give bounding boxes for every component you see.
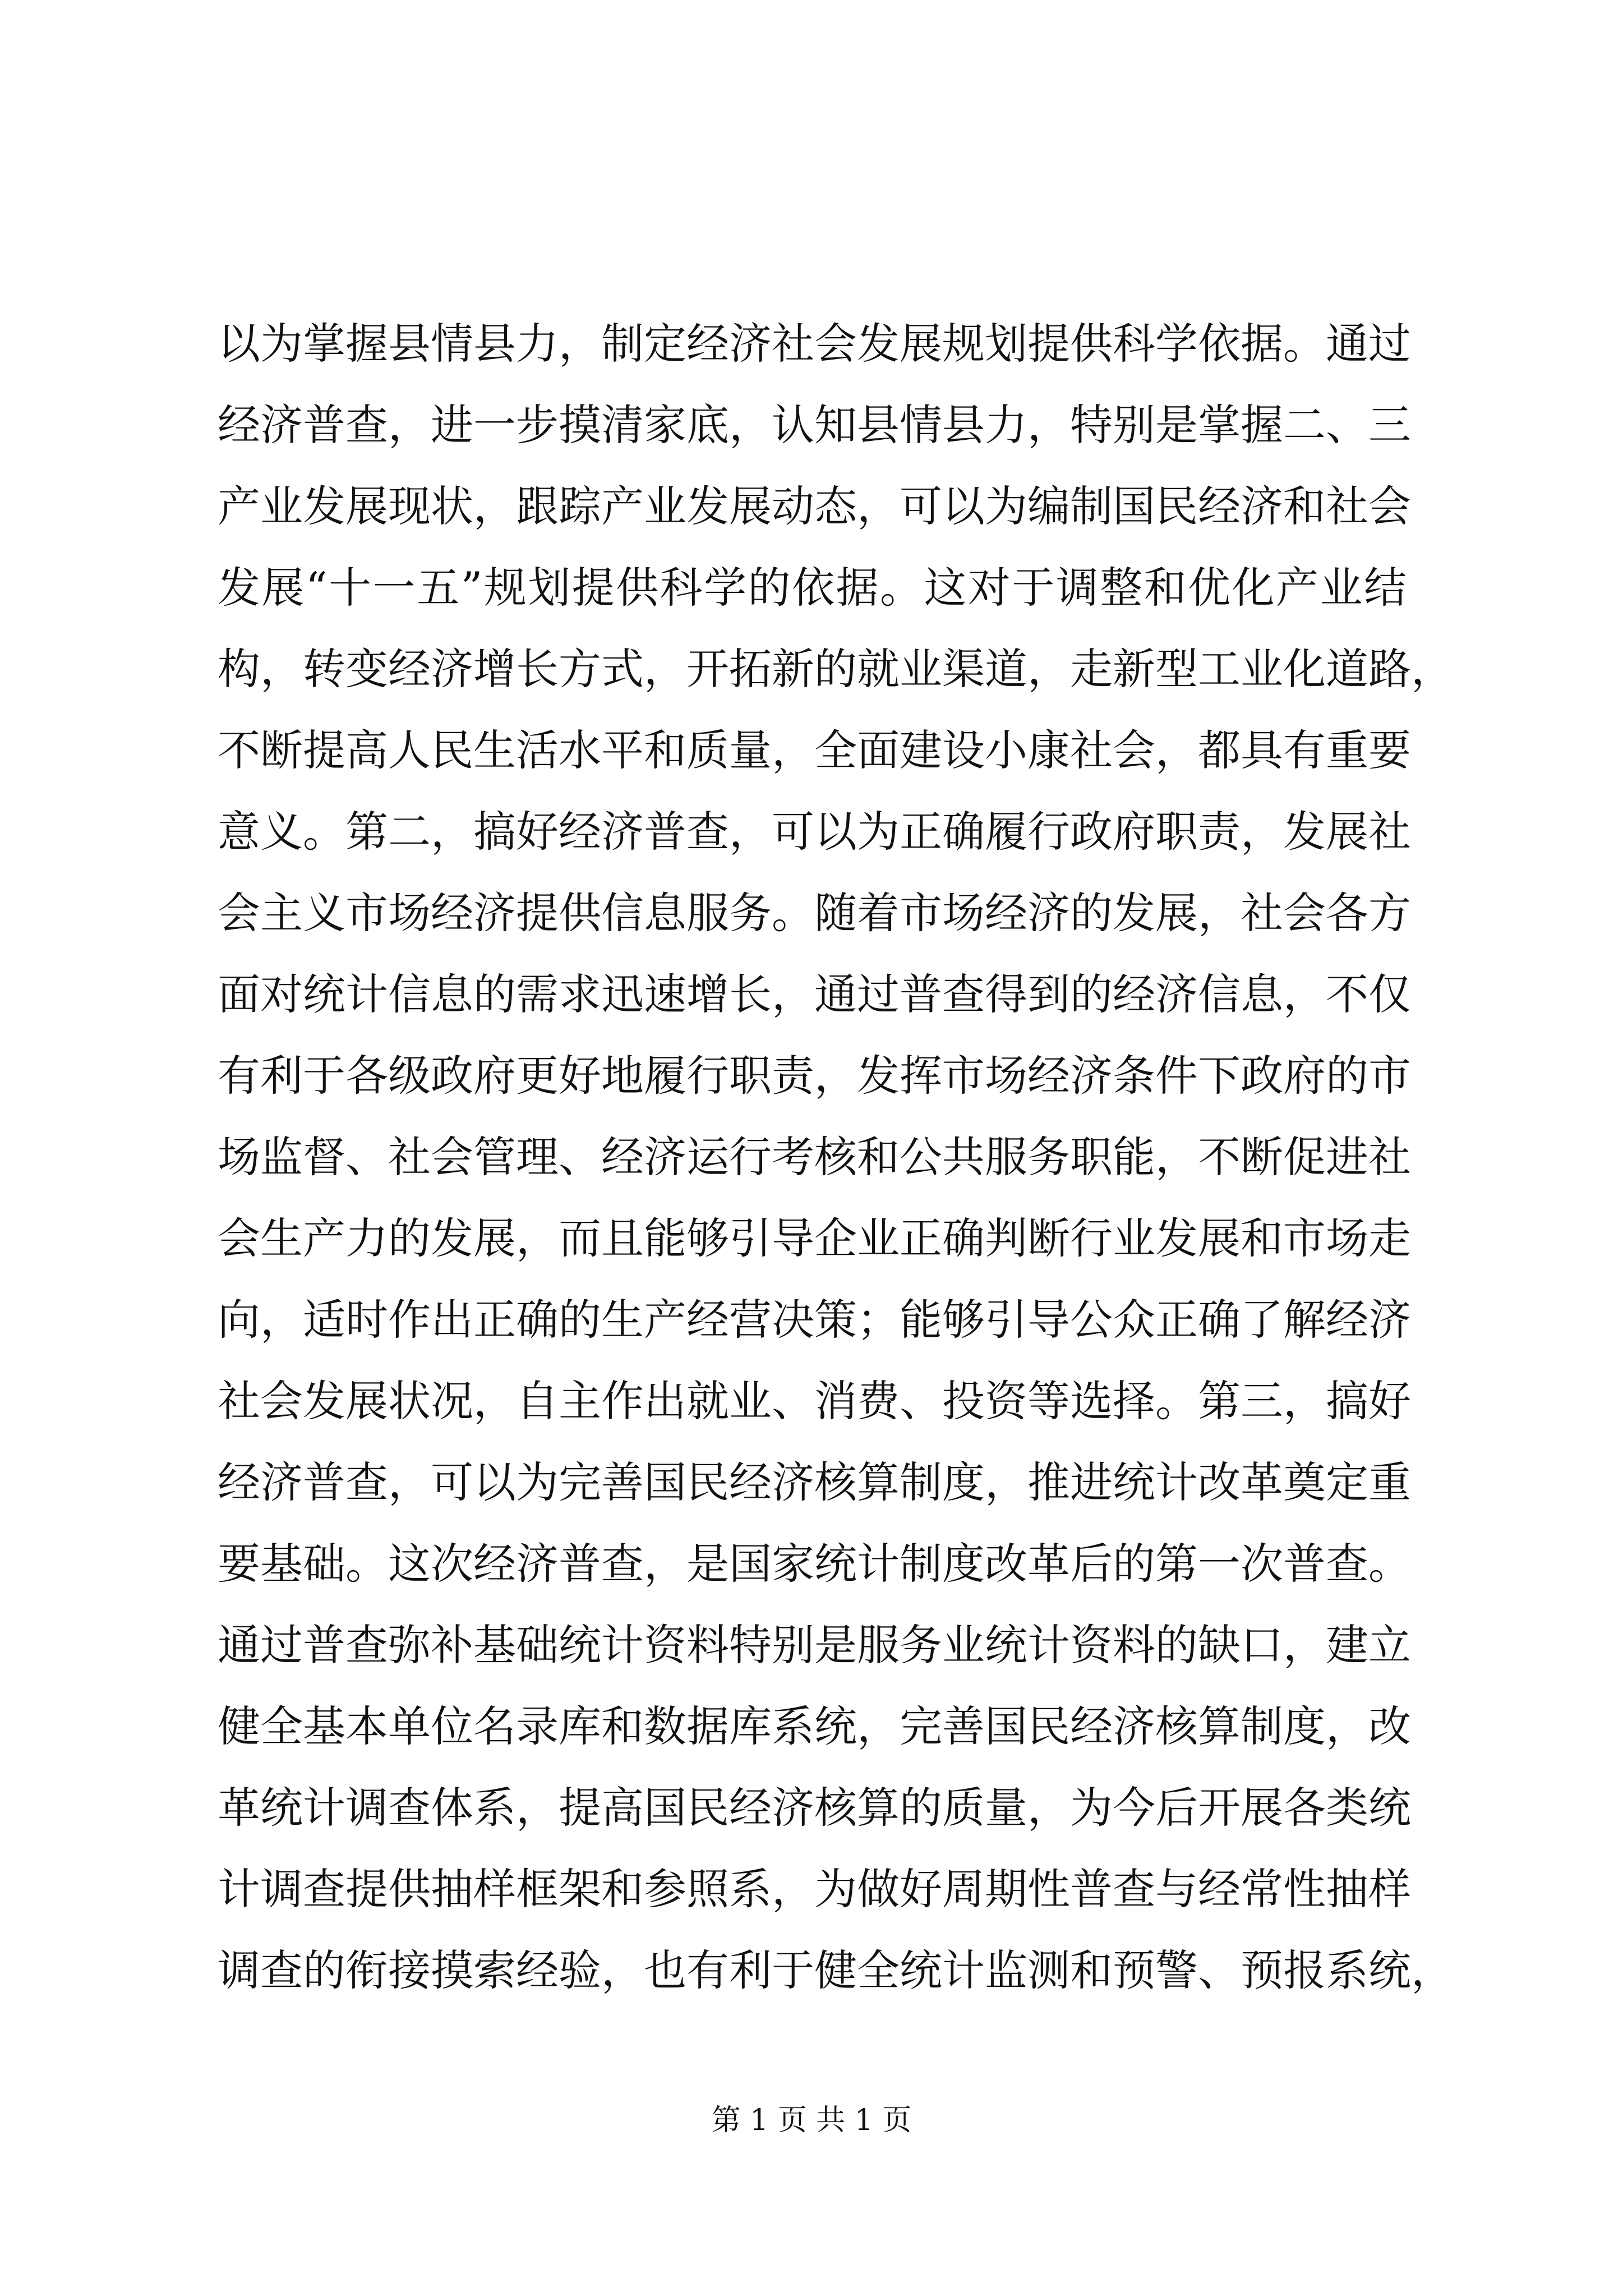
text-line: 革统计调查体系，提高国民经济核算的质量，为今后开展各类统	[218, 1783, 1411, 1833]
body-text	[218, 303, 1454, 2011]
text-line: 以为掌握县情县力，制定经济社会发展规划提供科学依据。通过	[218, 319, 1411, 369]
text-line: 要基础。这次经济普查，是国家统计制度改革后的第一次普查。	[218, 1539, 1411, 1589]
text-line: 发展“十一五”规划提供科学的依据。这对于调整和优化产业结	[218, 563, 1407, 613]
text-line: 向，适时作出正确的生产经营决策；能够引导公众正确了解经济	[218, 1295, 1411, 1345]
text-line: 调查的衔接摸索经验，也有利于健全统计监测和预警、预报系统，	[218, 1945, 1454, 1995]
text-line: 产业发展现状，跟踪产业发展动态，可以为编制国民经济和社会	[218, 481, 1411, 531]
text-line: 健全基本单位名录库和数据库系统，完善国民经济核算制度，改	[218, 1701, 1411, 1751]
text-line: 不断提高人民生活水平和质量，全面建设小康社会，都具有重要	[218, 725, 1411, 775]
text-line: 经济普查，进一步摸清家底，认知县情县力，特别是掌握二、三	[218, 400, 1411, 450]
text-line: 社会发展状况，自主作出就业、消费、投资等选择。第三，搞好	[218, 1376, 1411, 1426]
text-line: 计调查提供抽样框架和参照系，为做好周期性普查与经常性抽样	[218, 1864, 1411, 1914]
page-footer: 第 1 页 共 1 页	[711, 2104, 912, 2137]
text-line: 会生产力的发展，而且能够引导企业正确判断行业发展和市场走	[218, 1213, 1411, 1263]
text-line: 经济普查，可以为完善国民经济核算制度，推进统计改革奠定重	[218, 1457, 1411, 1507]
text-line: 场监督、社会管理、经济运行考核和公共服务职能，不断促进社	[218, 1132, 1411, 1182]
text-line: 有利于各级政府更好地履行职责，发挥市场经济条件下政府的市	[218, 1051, 1411, 1101]
text-line: 通过普查弥补基础统计资料特别是服务业统计资料的缺口，建立	[218, 1620, 1411, 1670]
text-line: 面对统计信息的需求迅速增长，通过普查得到的经济信息，不仅	[218, 969, 1411, 1019]
text-line: 会主义市场经济提供信息服务。随着市场经济的发展，社会各方	[218, 888, 1411, 938]
text-line: 构，转变经济增长方式，开拓新的就业渠道，走新型工业化道路，	[218, 644, 1454, 694]
text-line: 意义。第二，搞好经济普查，可以为正确履行政府职责，发展社	[218, 807, 1411, 857]
